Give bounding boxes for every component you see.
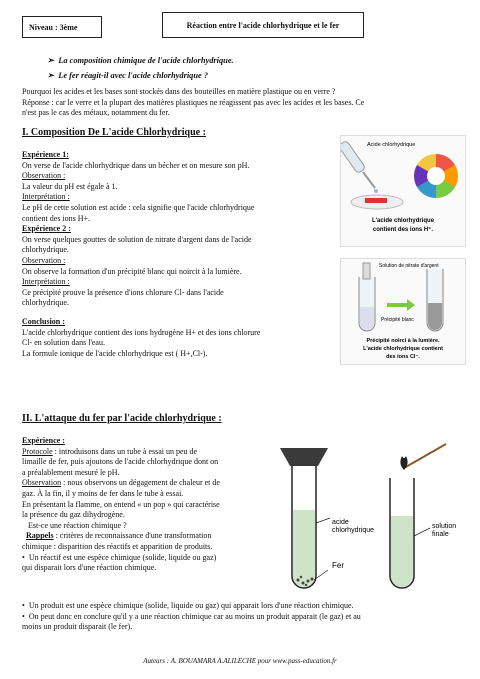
rappel-2: chimique : disparition des réactifs et apparition de produits. xyxy=(22,541,213,551)
bullet-icon: • xyxy=(22,601,29,610)
page-title: Réaction entre l'acide chlorhydrique et le fer xyxy=(186,20,340,30)
fig1-caption-2: contient des ions H⁺. xyxy=(372,227,434,233)
section-2-title: II. L'attaque du fer par l'acide chlorhydrique : xyxy=(22,413,222,424)
protocol-1: : introduisons dans un tube à essai un peu de xyxy=(52,446,198,456)
objective-1: ➢ La composition chimique de l'acide chlorhydrique. xyxy=(47,56,234,65)
section-2-footer-body xyxy=(22,601,472,633)
intro-answer-1: Réponse : car le verre et la plupart des matières plastiques ne réagissent pas avec les acides et les bases. Ce xyxy=(22,97,365,107)
fig2-precip-label: Précipité blanc xyxy=(381,317,414,323)
arrow-bullet-icon: ➢ xyxy=(47,56,59,65)
fig3-acid-label-1: acide xyxy=(332,519,349,526)
exp1-text: On verse de l'acide chlorhydrique dans un bécher et on mesure son pH. xyxy=(22,160,250,170)
iron-acid-figure xyxy=(270,438,470,598)
intro-answer-2: n'est pas le cas des métaux, notamment du fer. xyxy=(22,108,170,118)
fig3-solution-label-2: finale xyxy=(432,531,449,538)
exp2-text-2: chlorhydrique. xyxy=(22,245,69,255)
title-box xyxy=(162,12,364,38)
protocol-3: a préalablement mesuré le pH. xyxy=(22,467,120,477)
protocol-2: limaille de fer, puis ajoutons de l'acide chlorhydrique dont on xyxy=(22,457,219,467)
bullet-icon: • xyxy=(22,611,29,621)
obs-3: En présentant la flamme, on entend « un pop » qui caractérise xyxy=(22,499,220,509)
fig3-fer-label: Fer xyxy=(332,561,344,570)
section-1-body xyxy=(22,150,332,359)
exp2-int-2: chlorhydrique. xyxy=(22,298,69,308)
test-tube-1-icon xyxy=(359,277,375,331)
bullet-3b: moins un produit disparait (le fer). xyxy=(22,622,133,632)
exp2-obs: On observe la formation d'un précipité blanc qui noircit à la lumière. xyxy=(22,266,242,276)
intro xyxy=(22,87,472,119)
obs-4: la présence du gaz dihydrogène. xyxy=(22,510,125,520)
exp1-obs-label: Observation : xyxy=(22,171,66,181)
conclusion-title: Conclusion : xyxy=(22,316,65,326)
test-tube-right-icon xyxy=(390,478,414,588)
exp1-int-label: Interprétation : xyxy=(22,192,70,202)
fig3-acid-label-2: chlorhydrique xyxy=(332,527,375,534)
exp2-int-1: Ce précipité prouve la présence d'ions chlorure Cl- dans l'acide xyxy=(22,287,224,297)
bullet-2: Un produit est une espèce chimique (solide, liquide ou gaz) qui apparait lors d'une réaction chimique. xyxy=(28,601,354,610)
exp-title: Expérience : xyxy=(22,436,65,445)
test-tube-left-icon xyxy=(280,448,328,588)
fig1-caption-1: L'acide chlorhydrique xyxy=(371,218,435,224)
bullet-1b: qui disparait lors d'une réaction chimique. xyxy=(22,563,157,573)
obs-2: gaz. À la fin, il y moins de fer dans le tube à essai. xyxy=(22,488,184,498)
exp1-title: Expérience 1: xyxy=(22,150,69,159)
question: Est-ce une réaction chimique ? xyxy=(28,520,127,530)
exp1-int-1: Le pH de cette solution est acide : cela signifie que l'acide chlorhydrique xyxy=(22,202,255,212)
level-label: Niveau : 3ème xyxy=(29,22,78,32)
pipette-icon xyxy=(363,263,370,279)
fig2-caption-1: Précipité noirci à la lumière. xyxy=(366,338,440,344)
exp2-title: Expérience 2 : xyxy=(22,224,71,234)
obs-1: : nous observons un dégagement de chaleur et de xyxy=(61,478,220,488)
section-1-title: I. Composition De L'acide Chlorhydrique : xyxy=(22,127,206,138)
footer: Auteurs : A. BOUAMARA A.ALILECHE pour www.pass-education.fr xyxy=(143,657,337,665)
obs-label: Observation xyxy=(22,478,62,488)
exp2-text-1: On verse quelques gouttes de solution de nitrate d'argent dans de l'acide xyxy=(22,234,252,244)
exp2-int-label: Interprétation : xyxy=(22,277,70,287)
protocol-label: Protocole xyxy=(22,446,53,456)
bullet-3a: On peut donc en conclure qu'il y a une réaction chimique car au moins un produit apparait (le gaz) et au xyxy=(28,611,361,621)
fig3-solution-label-1: solution xyxy=(432,523,457,530)
level-box xyxy=(22,16,102,38)
conclusion-1: L'acide chlorhydrique contient des ions hydrogène H+ et des ions chlorure xyxy=(22,327,261,337)
ph-color-wheel-icon xyxy=(414,154,458,198)
bullet-1a: Un réactif est une espèce chimique (solide, liquide ou gaz) xyxy=(28,552,217,562)
match-flame-icon xyxy=(400,444,446,470)
exp1-obs: La valeur du pH est égale à 1. xyxy=(22,181,118,191)
test-tube-2-icon xyxy=(427,269,443,331)
exp2-obs-label: Observation : xyxy=(22,255,66,265)
conclusion-3: La formule ionique de l'acide chlorhydrique est ( H+,Cl-). xyxy=(22,348,208,358)
fig2-caption-2: L'acide chlorhydrique contient xyxy=(363,346,443,352)
silver-nitrate-figure xyxy=(340,258,466,365)
fig2-solution-label: Solution de nitrate d'argent xyxy=(379,263,439,269)
rappel-label: Rappels xyxy=(26,531,54,541)
conclusion-2: Cl- en solution dans l'eau. xyxy=(22,338,105,348)
bullet-icon: • xyxy=(22,552,29,562)
intro-question: Pourquoi les acides et les bases sont stockés dans des bouteilles en matière plastique ou en verre ? xyxy=(22,87,336,96)
fig1-acid-label: Acide chlorhydrique xyxy=(367,142,416,148)
ph-figure xyxy=(340,135,466,247)
ph-paper-icon xyxy=(365,198,387,203)
rappel-1: : critères de reconnaissance d'une transformation xyxy=(53,531,212,541)
fig2-caption-3: des ions Cl⁻. xyxy=(386,354,420,360)
exp1-int-2: contient des ions H+. xyxy=(22,213,91,223)
objective-2: ➢ Le fer réagit-il avec l'acide chlorhydrique ? xyxy=(47,71,209,80)
arrow-bullet-icon: ➢ xyxy=(47,71,59,80)
